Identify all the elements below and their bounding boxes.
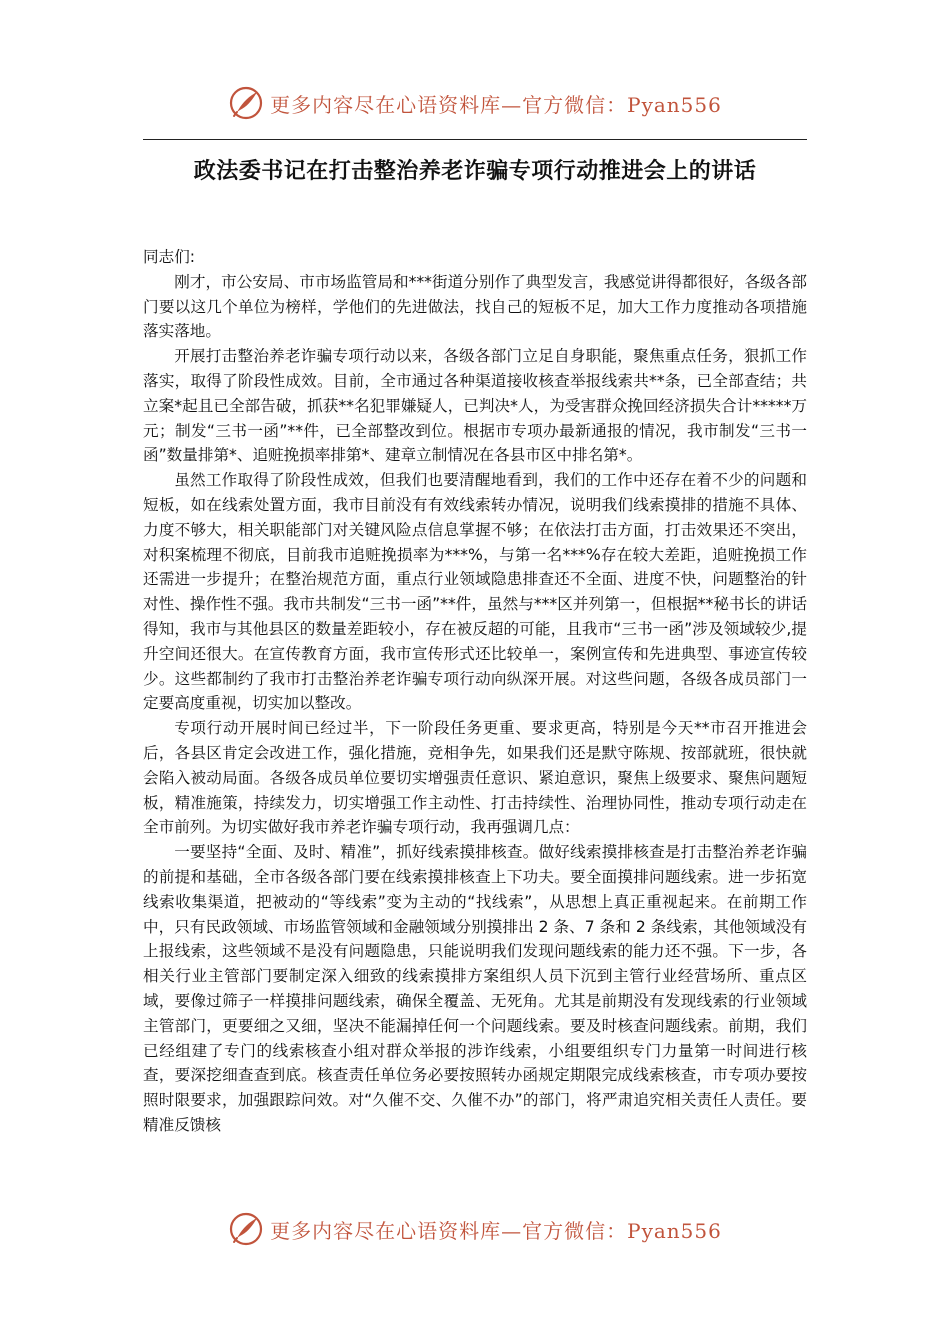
salutation: 同志们: — [143, 248, 196, 266]
document-title: 政法委书记在打击整治养老诈骗专项行动推进会上的讲话 — [193, 159, 757, 184]
paragraph: 一要坚持“全面、及时、精准”，抓好线索摸排核查。做好线索摸排核查是打击整治养老诈骗的前提和基础，全市各级各部门要在线索摸排核查上下功夫。要全面摸排问题线索。进一步拓宽线索收集渠道，把被动的“等线索”变为主动的“找线索”，从思想上真正重视起来。在前期工作中，只有民政领域、市场监管领域和金融领域分别摸排出 2 条、7 条和 2 条线索，其他领域没有上报线索，这些领域不是没有问题隐患，只能说明我们发现问题线索的能力还不强。下一步，各相关行业主管部门要制定深入细致的线索摸排方案组织人员下沉到主管行业经营场所、重点区域，要像过筛子一样摸排问题线索，确保全覆盖、无死角。尤其是前期没有发现线索的行业领域主管部门，更要细之又细，坚决不能漏掉任何一个问题线索。要及时核查问题线索。前期，我们已经组建了专门的线索核查小组对群众举报的涉诈线索，小组要组织专门力量第一时间进行核查，要深挖细查查到底。核查责任单位务必要按照转办函规定期限完成线索核查，市专项办要按照时限要求，加强跟踪问效。对“久催不交、久催不办”的部门，将严肃追究相关责任人责任。要精准反馈核 — [143, 843, 807, 1134]
header-divider — [143, 139, 807, 140]
footer-banner — [0, 1209, 950, 1249]
document-body — [143, 245, 807, 1134]
quill-logo-icon — [228, 85, 264, 121]
paragraph: 虽然工作取得了阶段性成效，但我们也要清醒地看到，我们的工作中还存在着不少的问题和短板，如在线索处置方面，我市目前没有有效线索转办情况，说明我们线索摸排的措施不具体、力度不够大，相关职能部门对关键风险点信息掌握不够；在依法打击方面，打击效果还不突出，对积案梳理不彻底，目前我市追赃挽损率为***%，与第一名***%存在较大差距，追赃挽损工作还需进一步提升；在整治规范方面，重点行业领域隐患排查还不全面、进度不快，问题整治的针对性、操作性不强。我市共制发“三书一函”**件，虽然与***区并列第一，但根据**秘书长的讲话得知，我市与其他县区的数量差距较小，存在被反超的可能，且我市“三书一函”涉及领域较少,提升空间还很大。在宣传教育方面，我市宣传形式还比较单一，案例宣传和先进典型、事迹宣传较少。这些都制约了我市打击整治养老诈骗专项行动向纵深开展。对这些问题，各级各成员部门一定要高度重视，切实加以整改。 — [143, 471, 807, 713]
paragraph: 开展打击整治养老诈骗专项行动以来，各级各部门立足自身职能，聚焦重点任务，狠抓工作落实，取得了阶段性成效。目前，全市通过各种渠道接收核查举报线索共**条，已全部查结；共立案*起且已全部告破，抓获**名犯罪嫌疑人，已判决*人，为受害群众挽回经济损失合计*****万元；制发“三书一函”**件，已全部整改到位。根据市专项办最新通报的情况，我市制发“三书一函”数量排第*、追赃挽损率排第*、建章立制情况在各县市区中排名第*。 — [143, 347, 807, 465]
banner-text: 更多内容尽在心语资料库—官方微信：Pyan556 — [270, 92, 722, 117]
paragraph: 刚才，市公安局、市市场监管局和***街道分别作了典型发言，我感觉讲得都很好，各级各部门要以这几个单位为榜样，学他们的先进做法，找自己的短板不足，加大工作力度推动各项措施落实落地。 — [143, 272, 807, 341]
header-banner — [0, 83, 950, 123]
paragraph: 专项行动开展时间已经过半，下一阶段任务更重、要求更高，特别是今天**市召开推进会后，各县区肯定会改进工作，强化措施，竞相争先，如果我们还是默守陈规、按部就班，很快就会陷入被动局面。各级各成员单位要切实增强责任意识、紧迫意识，聚焦上级要求、聚焦问题短板，精准施策，持续发力，切实增强工作主动性、打击持续性、治理协同性，推动专项行动走在全市前列。为切实做好我市养老诈骗专项行动，我再强调几点： — [143, 719, 807, 837]
quill-logo-icon — [228, 1211, 264, 1247]
banner-text: 更多内容尽在心语资料库—官方微信：Pyan556 — [270, 1218, 722, 1243]
